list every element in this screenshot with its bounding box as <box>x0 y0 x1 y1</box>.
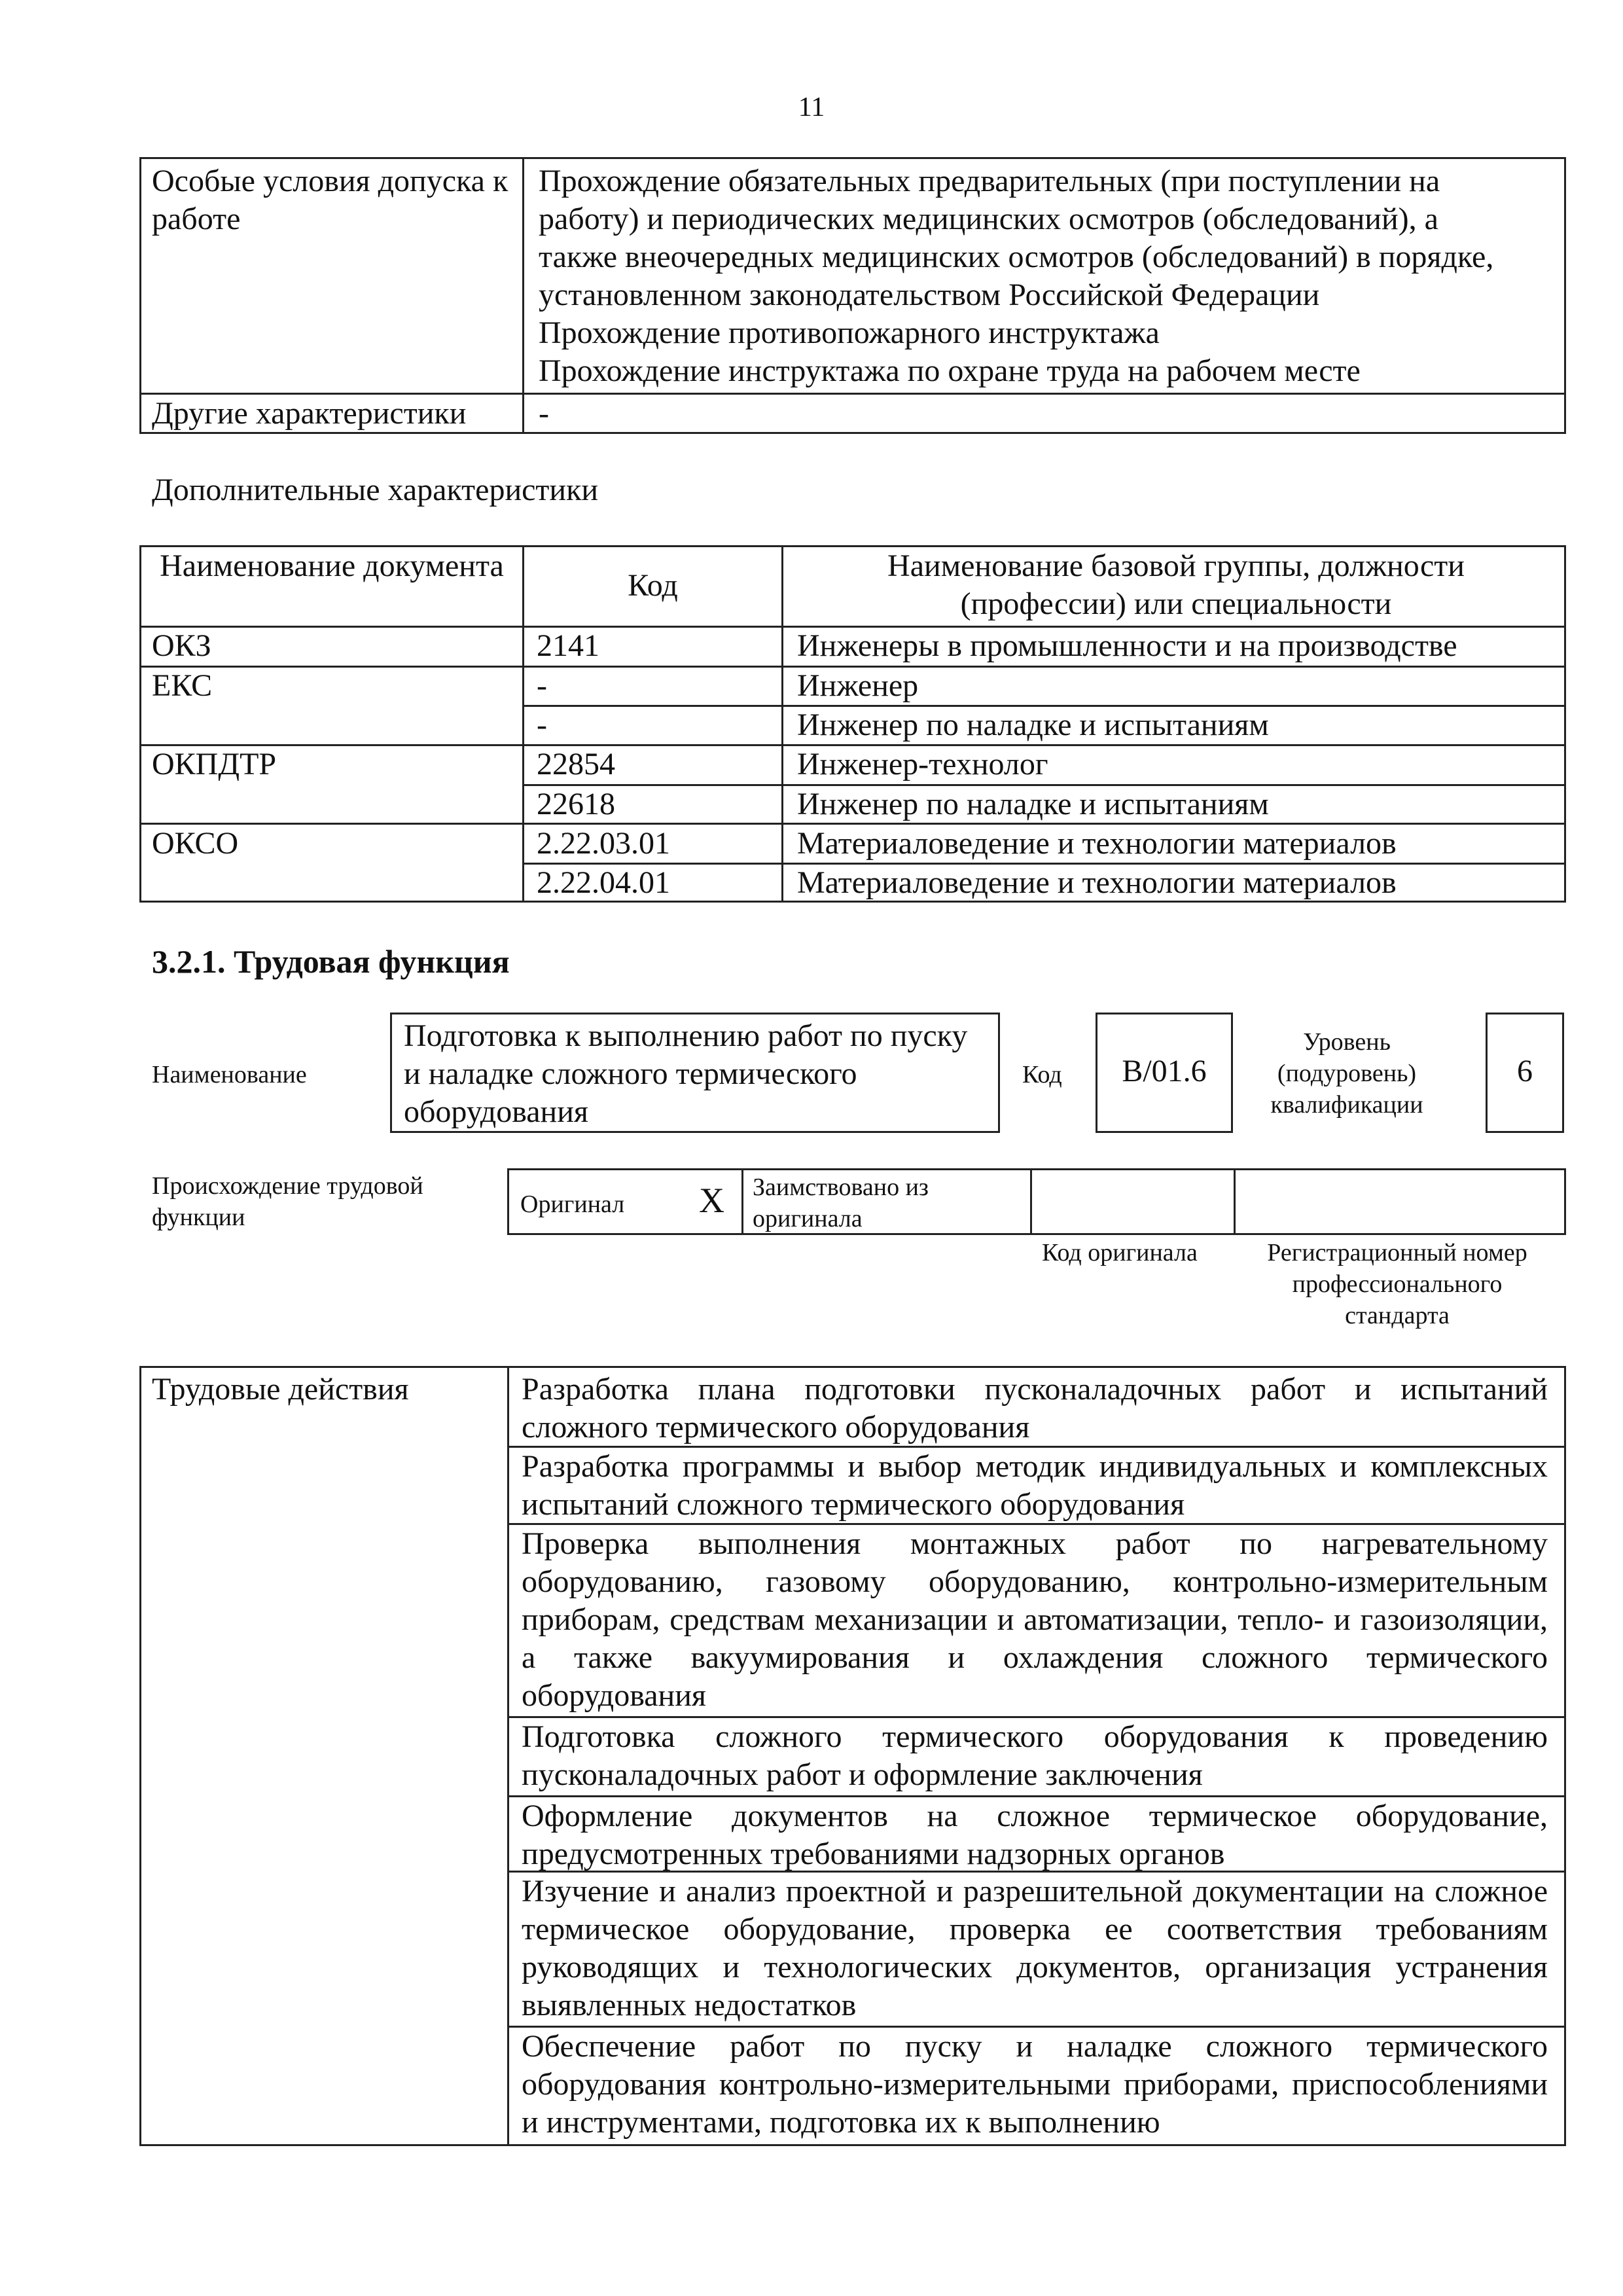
row-doc: ОКСО <box>152 826 239 861</box>
labor-action: Изучение и анализ проектной и разрешительной документации на сложное термическое оборудование, проверка ее соответствия требованиям руководящих и технологических документов, организация устранения выявленных недостатков <box>522 1874 1548 2022</box>
special-conditions-value <box>539 162 1560 390</box>
condition-line: Прохождение противопожарного инструктажа <box>539 315 1160 350</box>
labor-action: Обеспечение работ по пуску и наладке сложного термического оборудования контрольно-измерительными приборами, приспособлениями и инструментами, подготовка их к выполнению <box>522 2029 1548 2140</box>
labor-action: Разработка программы и выбор методик индивидуальных и комплексных испытаний сложного термического оборудования <box>522 1449 1548 1522</box>
row-doc: ОКПДТР <box>152 747 277 781</box>
other-characteristics-value: - <box>539 396 549 431</box>
labor-action: Оформление документов на сложное термическое оборудование, предусмотренных требованиями надзорных органов <box>522 1799 1548 1871</box>
code-label: Код <box>1022 1061 1062 1088</box>
condition-line: Прохождение обязательных предварительных (при поступлении на <box>539 164 1440 198</box>
condition-line: установленном законодательством Российской Федерации <box>539 278 1320 312</box>
labor-actions-label: Трудовые действия <box>152 1372 409 1407</box>
original-mark: X <box>699 1181 724 1220</box>
level-box <box>1486 1013 1564 1133</box>
original-label: Оригинал <box>520 1191 625 1218</box>
row-code: 2.22.03.01 <box>537 826 670 861</box>
row-name: Материаловедение и технологии материалов <box>797 865 1397 900</box>
labor-action: Подготовка сложного термического оборудования к проведению пусконаладочных работ и оформление заключения <box>522 1719 1548 1792</box>
borrowed-label: Заимствовано из оригинала <box>753 1174 929 1232</box>
name-label: Наименование <box>152 1061 307 1088</box>
condition-line: работу) и периодических медицинских осмотров (обследований), а <box>539 202 1438 236</box>
row-code: 2.22.04.01 <box>537 865 670 900</box>
header-code: Код <box>628 568 678 603</box>
row-name: Инженер-технолог <box>797 747 1048 781</box>
row-name: Инженеры в промышленности и на производстве <box>797 628 1457 663</box>
page-number: 11 <box>798 92 825 122</box>
row-name: Инженер <box>797 668 919 703</box>
row-name: Инженер по наладке и испытаниям <box>797 708 1269 742</box>
code-original-caption: Код оригинала <box>1042 1239 1198 1266</box>
header-name: Наименование базовой группы, должности (профессии) или специальности <box>887 548 1465 621</box>
other-characteristics-label: Другие характеристики <box>152 396 467 431</box>
row-code: 22618 <box>537 787 615 821</box>
labor-action: Разработка плана подготовки пусконаладочных работ и испытаний сложного термического оборудования <box>522 1372 1548 1444</box>
condition-line: также внеочередных медицинских осмотров (обследований) в порядке, <box>539 240 1494 274</box>
row-doc: ЕКС <box>152 668 213 703</box>
row-code: 22854 <box>537 747 615 781</box>
function-name-value: Подготовка к выполнению работ по пуску и наладке сложного термического оборудования <box>404 1018 968 1129</box>
function-name-box <box>390 1013 1000 1133</box>
row-code: - <box>537 668 547 703</box>
level-label: Уровень (подуровень) квалификации <box>1270 1028 1423 1119</box>
row-name: Материаловедение и технологии материалов <box>797 826 1397 861</box>
level-value: 6 <box>1517 1054 1533 1088</box>
condition-line: Прохождение инструктажа по охране труда на рабочем месте <box>539 353 1361 388</box>
row-doc: ОКЗ <box>152 628 211 663</box>
special-conditions-label: Особые условия допуска к работе <box>152 164 508 236</box>
additional-characteristics-heading: Дополнительные характеристики <box>152 473 599 507</box>
reg-number-caption: Регистрационный номер профессионального стандарта <box>1267 1239 1527 1329</box>
header-document: Наименование документа <box>160 548 504 583</box>
code-box <box>1096 1013 1233 1133</box>
section-title: 3.2.1. Трудовая функция <box>152 943 510 980</box>
labor-action: Проверка выполнения монтажных работ по нагревательному оборудованию, газовому оборудованию, контрольно-измерительным приборам, средствам механизации и автоматизации, тепло- и газоизоляции, а также вакуумирования и охлаждения сложного термического оборудования <box>522 1526 1548 1713</box>
row-code: 2141 <box>537 628 599 663</box>
code-value: B/01.6 <box>1122 1054 1207 1088</box>
origin-label: Происхождение трудовой функции <box>152 1172 423 1231</box>
row-code: - <box>537 708 547 742</box>
row-name: Инженер по наладке и испытаниям <box>797 787 1269 821</box>
